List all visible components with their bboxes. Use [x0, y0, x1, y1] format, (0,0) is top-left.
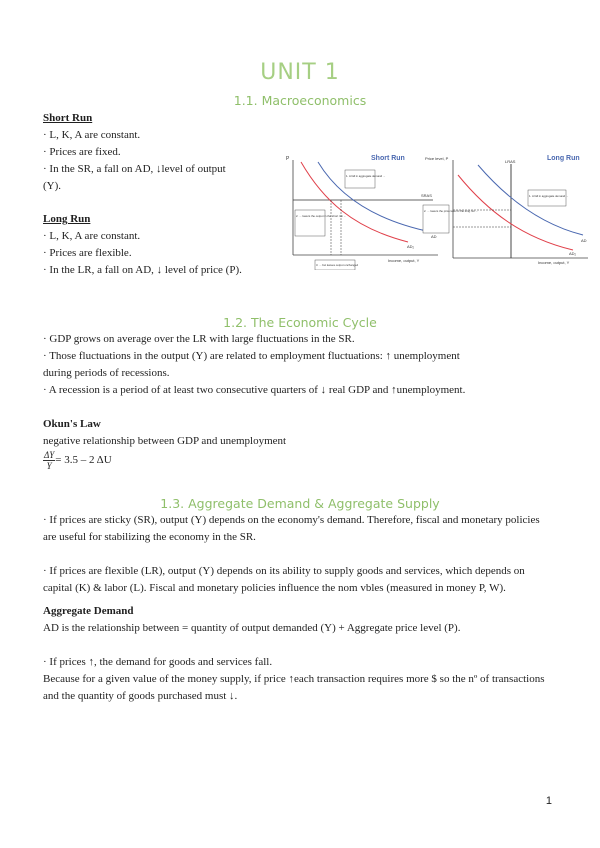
ad-as-block [43, 512, 553, 705]
okun-formula [43, 450, 553, 471]
okun-block [43, 416, 553, 471]
sr-note-3: 3. ... but leaves output unchanged [316, 263, 359, 267]
lr-x-axis-label: Income, output, Y [538, 260, 570, 265]
aggregate-demand-heading: Aggregate Demand [43, 605, 134, 617]
okun-formula-rest: = 3.5 – 2 ΔU [55, 454, 112, 467]
long-run-heading: Long Run [43, 213, 91, 225]
section-title-macroeconomics: 1.1. Macroeconomics [233, 93, 367, 108]
short-run-item: · In the SR, a fall on AD, ↓level of output [43, 163, 226, 175]
sr-note-2: 2. ... lowers the output in the short run ... [296, 214, 347, 218]
lr-y-axis-label: Price level, P [425, 156, 449, 161]
sr-curve-label: SRAS [421, 193, 432, 198]
unit-title: UNIT 1 [260, 60, 340, 85]
lr-ad2-label: AD₂ [569, 251, 577, 256]
lr-ad-label: AD [581, 238, 587, 243]
sr-x-axis-label: Income, output, Y [388, 258, 420, 263]
okun-fraction-denominator: Y [46, 461, 52, 471]
economic-cycle-block [43, 331, 553, 399]
sr-ad2-label: AD₂ [407, 244, 415, 249]
long-run-item: · In the LR, a fall on AD, ↓ level of price (P). [43, 264, 242, 276]
cycle-line: · GDP grows on average over the LR with large fluctuations in the SR. [43, 333, 355, 345]
short-run-item: · Prices are fixed. [43, 146, 121, 158]
ad-as-paragraph-2: · If prices are flexible (LR), output (Y) depends on its ability to supply goods and services, which depends on capital (K) & labor (L). Fiscal and monetary policies influence the nom vbles (measured in money P, W). [43, 565, 525, 594]
sr-ad-label: AD [431, 234, 437, 239]
okun-description: negative relationship between GDP and unemployment [43, 435, 287, 447]
ad-as-paragraph-1: · If prices are sticky (SR), output (Y) depends on the economy's demand. Therefore, fiscal and monetary policies are useful for stabilizing the economy in the SR. [43, 514, 540, 543]
short-run-item: · L, K, A are constant. [43, 129, 141, 141]
lr-note-2: 2. ... lowers the price level in the long run ... [424, 209, 478, 213]
short-run-heading: Short Run [43, 112, 93, 124]
cycle-line: · A recession is a period of at least two consecutive quarters of ↓ real GDP and ↑unemployment. [43, 384, 466, 396]
short-run-item: (Y). [43, 180, 62, 192]
long-run-item: · L, K, A are constant. [43, 230, 141, 242]
aggregate-demand-point-1: · If prices ↑, the demand for goods and services fall. [43, 656, 273, 668]
sr-panel-title: Short Run [371, 155, 405, 162]
section-title-ad-as: 1.3. Aggregate Demand & Aggregate Supply [160, 496, 440, 511]
aggregate-demand-point-2: Because for a given value of the money supply, if price ↑each transaction requires more $ so the nº of transactions and the quantity of goods purchased must ↓. [43, 673, 545, 702]
short-run-panel [286, 155, 438, 270]
long-run-block [43, 211, 283, 279]
okun-fraction [43, 450, 55, 471]
section-title-economic-cycle: 1.2. The Economic Cycle [223, 315, 377, 330]
okun-heading: Okun's Law [43, 418, 101, 430]
cycle-line: during periods of recessions. [43, 367, 170, 379]
long-run-panel [423, 155, 588, 265]
long-run-item: · Prices are flexible. [43, 247, 132, 259]
sr-y-axis-label: P [286, 156, 290, 162]
sr-note-1: 1. A fall in aggregate demand ... [346, 174, 386, 178]
okun-fraction-numerator: ΔY [44, 450, 55, 460]
cycle-line: · Those fluctuations in the output (Y) are related to employment fluctuations: ↑ unemployment [43, 350, 460, 362]
aggregate-demand-definition: AD is the relationship between = quantity of output demanded (Y) + Aggregate price level (P). [43, 622, 461, 634]
short-run-block [43, 110, 283, 195]
lr-note-1: 1. A fall in aggregate demand ... [529, 194, 569, 198]
page-number: 1 [545, 795, 552, 807]
ad-as-figure [283, 150, 593, 270]
lr-panel-title: Long Run [547, 155, 580, 162]
lr-curve-label: LRAS [505, 159, 516, 164]
